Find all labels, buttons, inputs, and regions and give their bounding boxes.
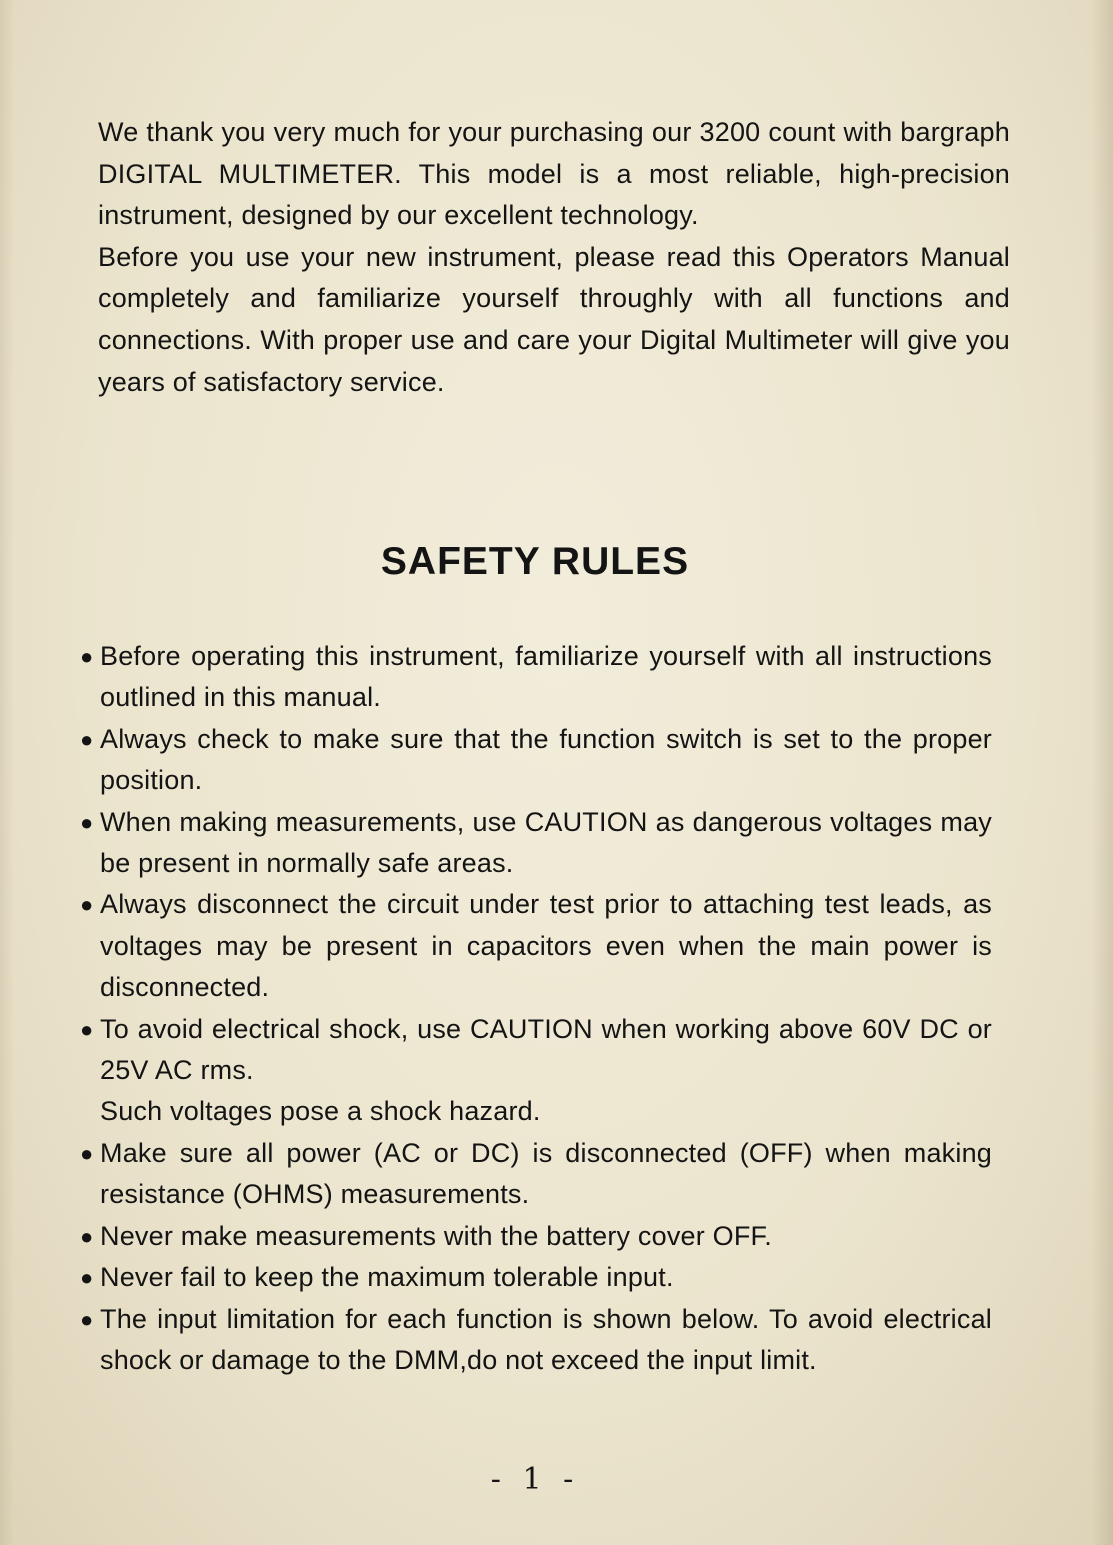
page-shadow-right <box>1091 0 1113 1545</box>
bullet-icon: ● <box>80 1265 94 1291</box>
list-item <box>80 884 992 1008</box>
list-item <box>80 1133 992 1216</box>
rule-text: To avoid electrical shock, use CAUTION when working above 60V DC or 25V AC rms. <box>100 1013 992 1086</box>
bullet-icon: ● <box>80 809 94 835</box>
list-item <box>80 802 992 885</box>
list-item <box>80 1216 992 1257</box>
rule-text: Never fail to keep the maximum tolerable input. <box>100 1262 674 1293</box>
page-shadow-left <box>0 0 14 1545</box>
intro-paragraph-2: Before you use your new instrument, please read this Operators Manual completely and familiarize yourself throughly with all functions and connections. With proper use and care your Digital Multimeter will give you years of satisfactory service. <box>98 241 1010 397</box>
list-item <box>80 1009 992 1133</box>
safety-rules-list <box>80 636 992 1381</box>
bullet-icon: ● <box>80 1223 94 1249</box>
rule-text: Always disconnect the circuit under test prior to attaching test leads, as voltages may be present in capacitors even when the main power is disconnected. <box>100 889 992 1003</box>
list-item <box>80 1257 992 1298</box>
bullet-icon: ● <box>80 644 94 669</box>
list-item <box>80 719 992 802</box>
bullet-icon: ● <box>80 892 94 918</box>
intro-paragraph-1: We thank you very much for your purchasing our 3200 count with bargraph DIGITAL MULTIMETER. This model is a most reliable, high-precision instrument, designed by our excellent technology. <box>98 117 1010 231</box>
intro-text <box>98 112 1010 403</box>
bullet-icon: ● <box>80 1140 94 1166</box>
safety-rules-heading: SAFETY RULES <box>380 540 690 583</box>
rule-text: When making measurements, use CAUTION as dangerous voltages may be present in normally safe areas. <box>100 806 992 879</box>
bullet-icon: ● <box>80 1306 94 1332</box>
rule-text: Always check to make sure that the function switch is set to the proper position. <box>100 723 992 796</box>
list-item <box>80 1299 992 1382</box>
rule-text: Make sure all power (AC or DC) is disconnected (OFF) when making resistance (OHMS) measurements. <box>100 1137 992 1210</box>
rule-continuation: Such voltages pose a shock hazard. <box>100 1096 541 1127</box>
rule-text: Before operating this instrument, familiarize yourself with all instructions outlined in this manual. <box>100 641 992 713</box>
bullet-icon: ● <box>80 726 94 752</box>
bullet-icon: ● <box>80 1016 94 1042</box>
list-item <box>80 636 992 719</box>
rule-text: Never make measurements with the battery cover OFF. <box>100 1220 772 1251</box>
rule-text: The input limitation for each function is shown below. To avoid electrical shock or damage to the DMM,do not exceed the input limit. <box>100 1303 992 1375</box>
page-number: - 1 - <box>490 1462 580 1497</box>
